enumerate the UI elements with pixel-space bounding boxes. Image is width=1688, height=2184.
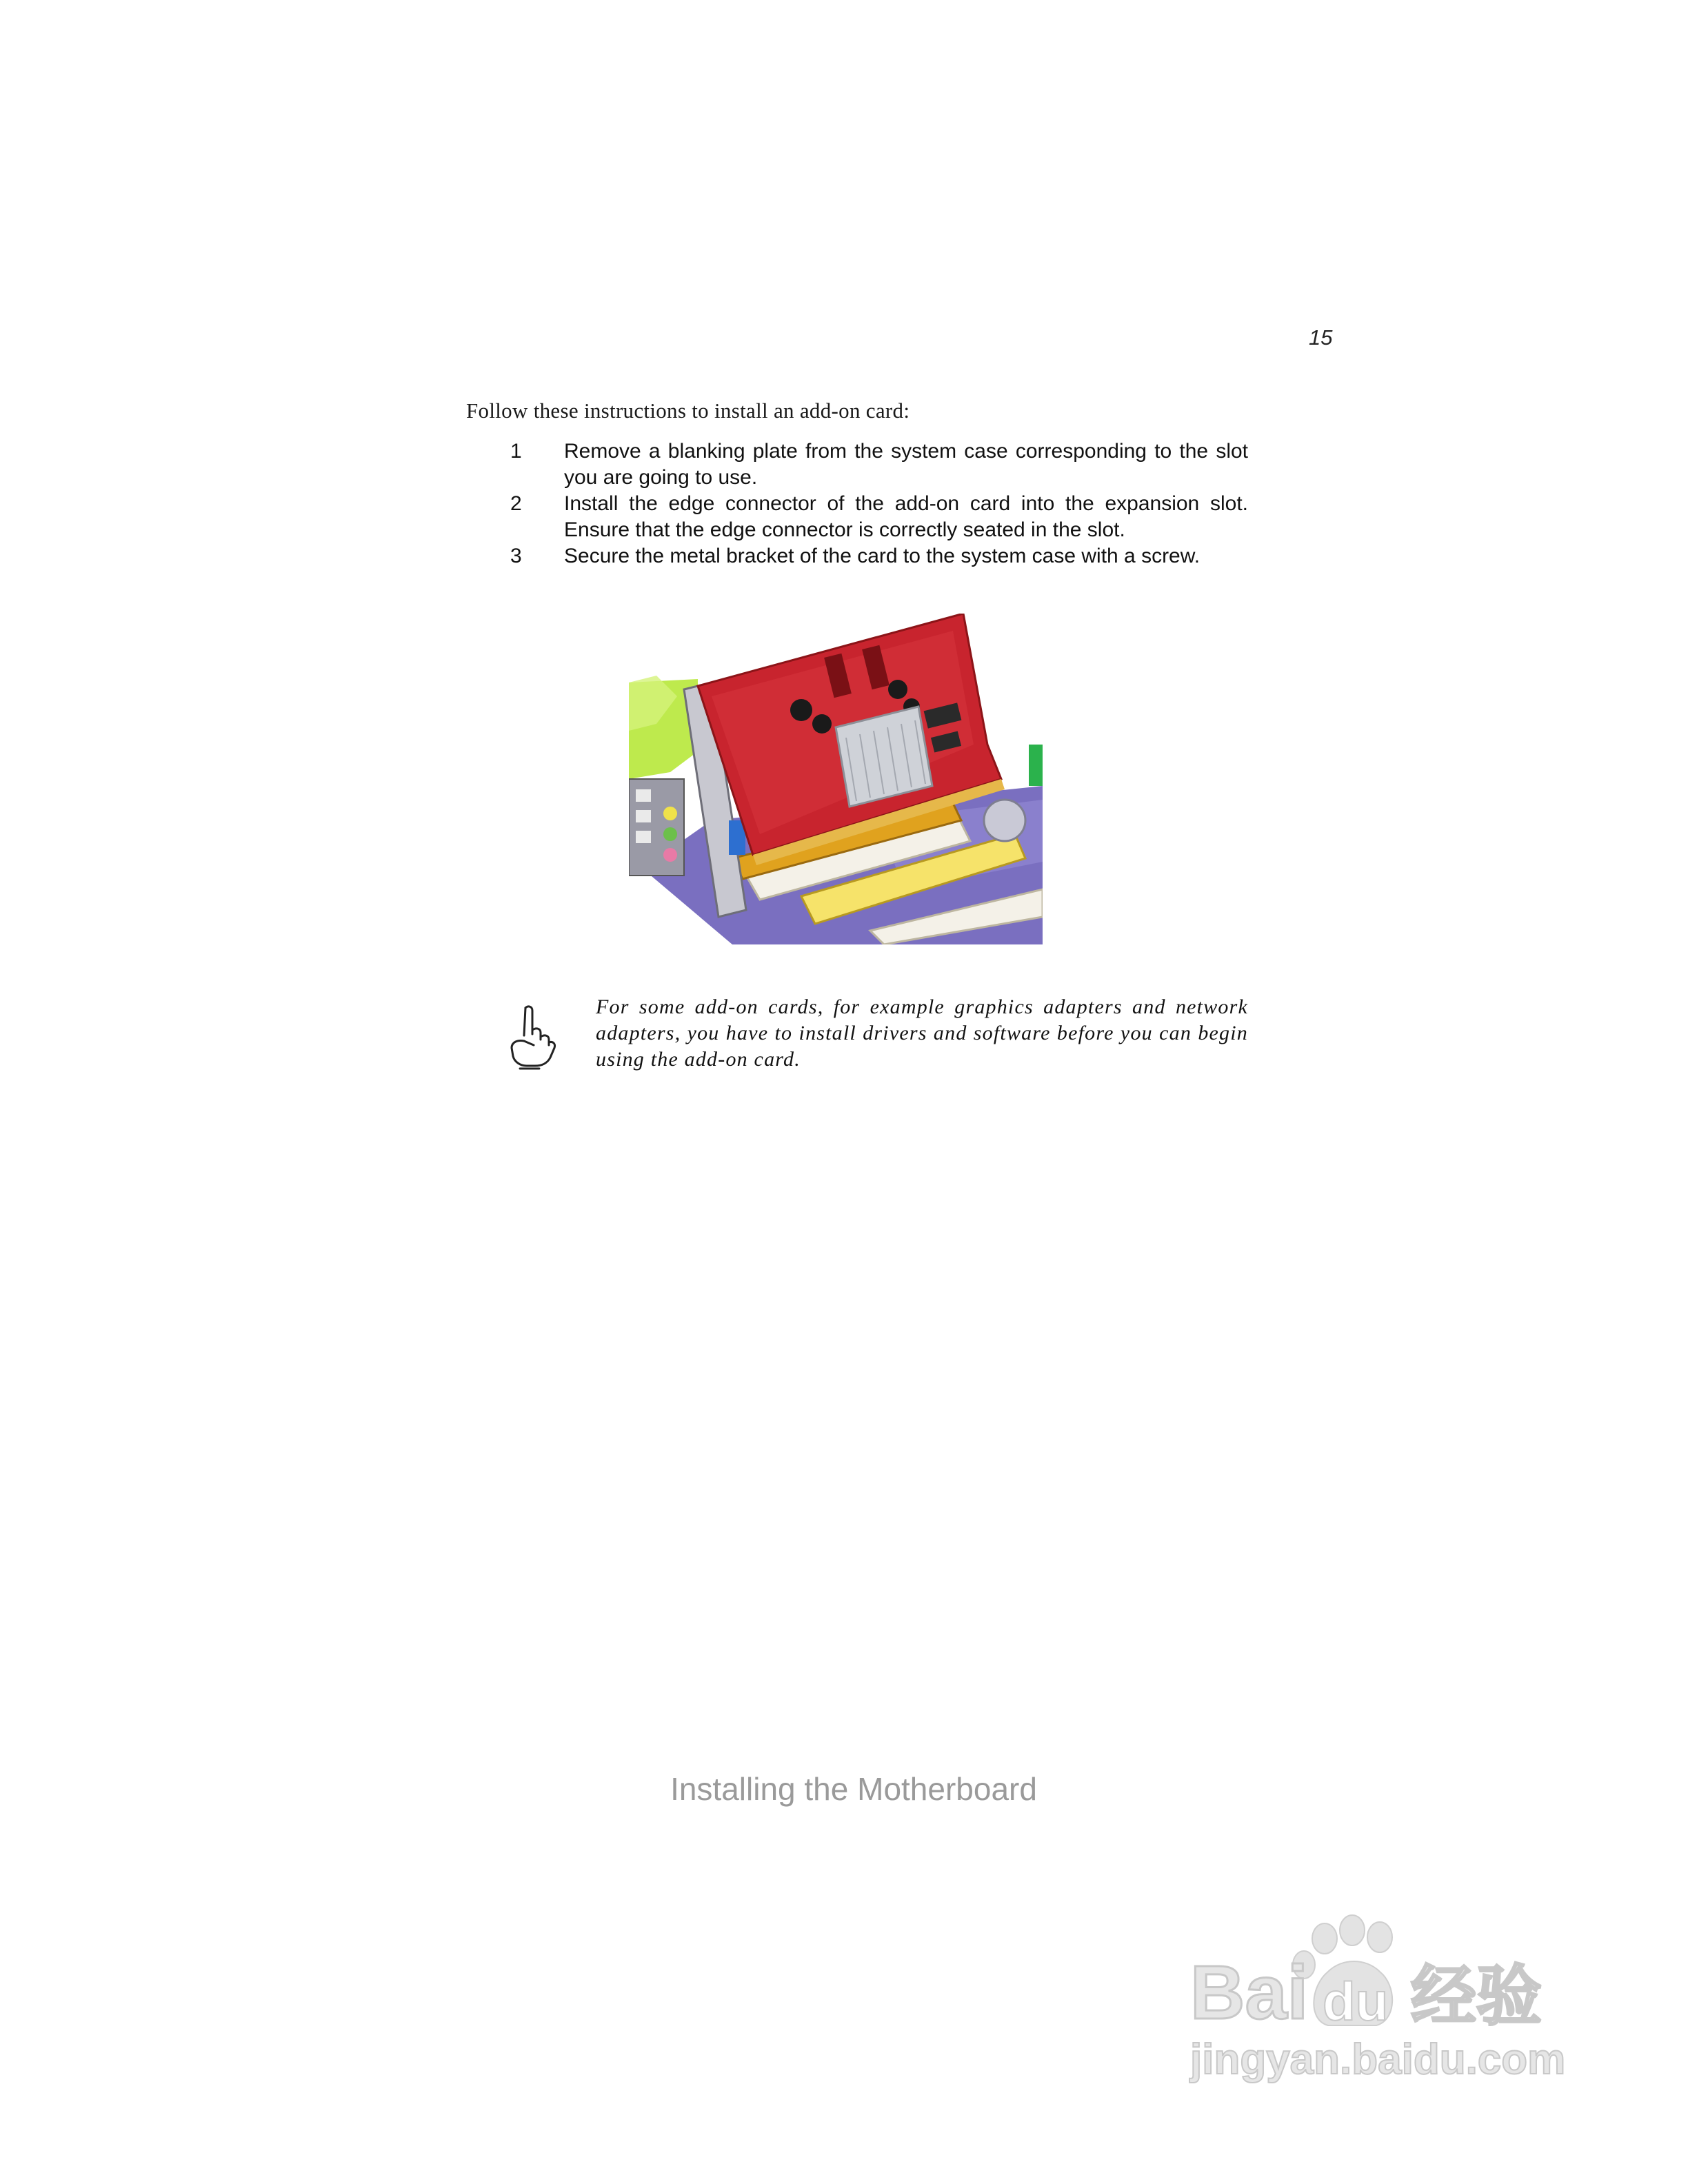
svg-text:jingyan.baidu.com: jingyan.baidu.com <box>1190 2036 1566 2083</box>
step-text: Secure the metal bracket of the card to the system case with a screw. <box>564 545 1200 567</box>
step-number: 2 <box>510 492 522 515</box>
page-footer: Installing the Motherboard <box>670 1771 1037 1807</box>
svg-text:Bai: Bai <box>1190 1950 1309 2035</box>
note-text: For some add-on cards, for example graphics adapters and network adapters, you have to install drivers and software before you can begin using the add-on card. <box>596 995 1248 1071</box>
note-block <box>506 994 1248 1084</box>
list-item <box>510 491 1248 543</box>
intro-text: Follow these instructions to install an add-on card: <box>466 398 910 423</box>
baidu-jingyan-logo <box>1176 1910 1583 2089</box>
page-number: 15 <box>1309 325 1333 350</box>
list-item <box>510 438 1248 491</box>
instruction-list <box>510 438 1248 569</box>
step-text: Remove a blanking plate from the system case corresponding to the slot you are going to use. <box>564 440 1248 489</box>
step-text: Install the edge connector of the add-on card into the expansion slot. Ensure that the edge connector is correctly seated in the slot. <box>564 492 1248 541</box>
step-number: 3 <box>510 545 522 567</box>
step-number: 1 <box>510 440 522 463</box>
add-on-card-photo <box>629 614 1043 944</box>
svg-text:经验: 经验 <box>1411 1959 1543 2034</box>
pointing-hand-icon <box>506 1002 561 1071</box>
add-on-card-illustration <box>629 614 1043 944</box>
svg-text:du: du <box>1323 1971 1389 2032</box>
list-item <box>510 543 1248 569</box>
watermark <box>1176 1910 1583 2089</box>
